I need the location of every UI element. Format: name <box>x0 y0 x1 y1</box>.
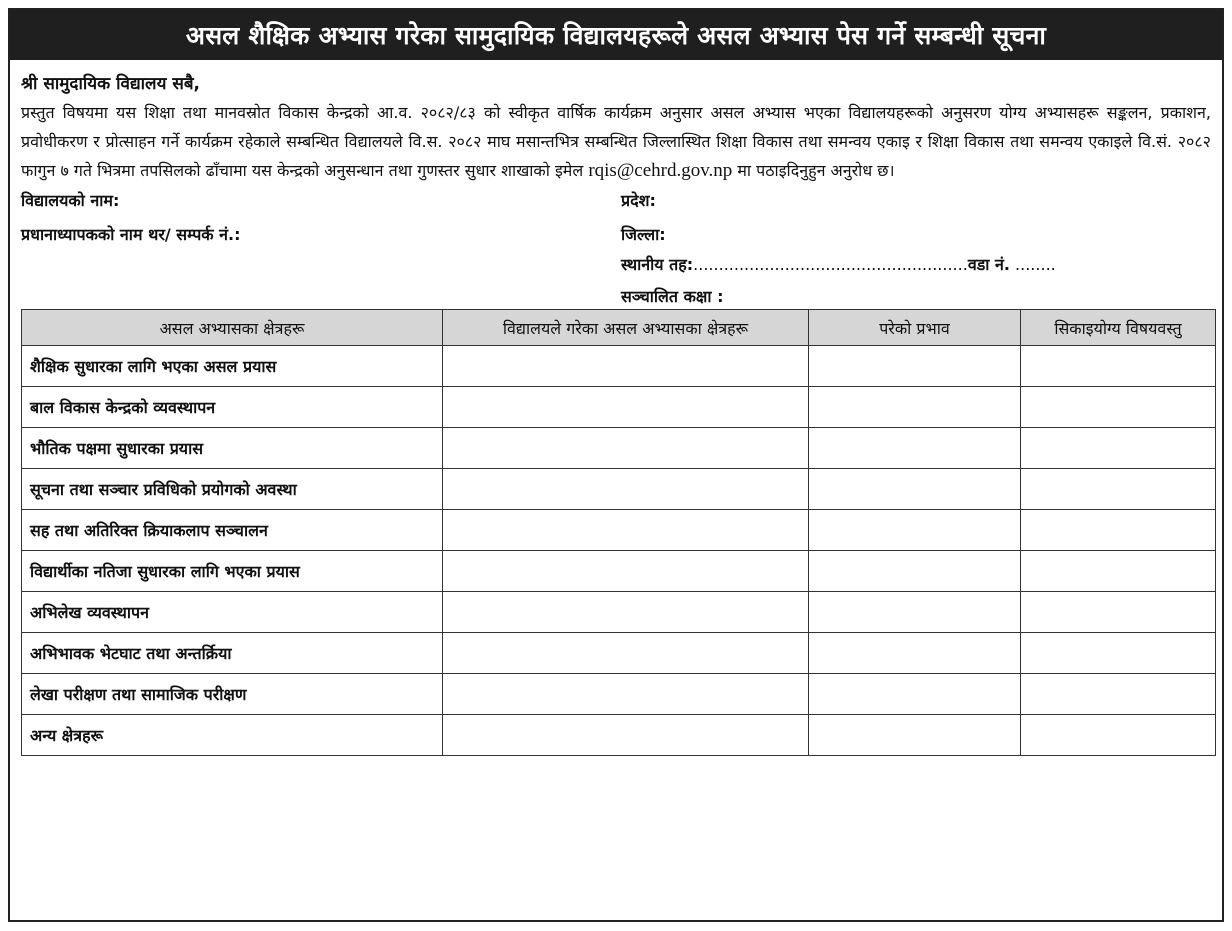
email-address[interactable]: rqis@cehrd.gov.np <box>588 160 733 181</box>
district-label: जिल्ला: <box>621 225 666 244</box>
impact-cell[interactable] <box>809 674 1021 715</box>
impact-cell[interactable] <box>809 510 1021 551</box>
notice-title-banner <box>10 10 1222 60</box>
learnable-content-cell[interactable] <box>1021 551 1216 592</box>
table-row <box>22 510 1216 551</box>
school-name-label: विद्यालयको नाम: <box>21 191 120 210</box>
impact-cell[interactable] <box>809 428 1021 469</box>
practice-area-label: अभिभावक भेटघाट तथा अन्तर्क्रिया <box>22 633 443 674</box>
learnable-content-cell[interactable] <box>1021 592 1216 633</box>
learnable-content-cell[interactable] <box>1021 346 1216 387</box>
school-practice-cell[interactable] <box>443 715 809 756</box>
headteacher-field <box>21 223 241 247</box>
province-field <box>621 189 656 213</box>
class-label: सञ्चालित कक्षा : <box>621 287 724 306</box>
header-practice-areas: असल अभ्यासका क्षेत्रहरू <box>22 310 443 346</box>
learnable-content-cell[interactable] <box>1021 633 1216 674</box>
school-name-field <box>21 189 119 213</box>
district-field <box>621 223 666 247</box>
school-practice-cell[interactable] <box>443 346 809 387</box>
learnable-content-cell[interactable] <box>1021 469 1216 510</box>
impact-cell[interactable] <box>809 469 1021 510</box>
table-row <box>22 428 1216 469</box>
practice-area-label: अभिलेख व्यवस्थापन <box>22 592 443 633</box>
practice-area-label: विद्यार्थीका नतिजा सुधारका लागि भएका प्रयास <box>22 551 443 592</box>
practice-area-label: भौतिक पक्षमा सुधारका प्रयास <box>22 428 443 469</box>
province-label: प्रदेश: <box>621 191 656 210</box>
school-practice-cell[interactable] <box>443 428 809 469</box>
notice-body <box>21 98 1211 185</box>
table-row <box>22 592 1216 633</box>
table-row <box>22 346 1216 387</box>
learnable-content-cell[interactable] <box>1021 387 1216 428</box>
impact-cell[interactable] <box>809 592 1021 633</box>
school-practice-cell[interactable] <box>443 510 809 551</box>
practice-area-label: लेखा परीक्षण तथा सामाजिक परीक्षण <box>22 674 443 715</box>
learnable-content-cell[interactable] <box>1021 715 1216 756</box>
practice-table <box>21 309 1216 756</box>
local-level-label: स्थानीय तह: <box>621 255 694 274</box>
form-fields <box>21 187 1211 305</box>
table-row <box>22 715 1216 756</box>
impact-cell[interactable] <box>809 633 1021 674</box>
header-school-practices: विद्यालयले गरेका असल अभ्यासका क्षेत्रहरू <box>443 310 809 346</box>
school-practice-cell[interactable] <box>443 551 809 592</box>
impact-cell[interactable] <box>809 715 1021 756</box>
notice-content <box>10 60 1222 756</box>
local-level-blank: ...................................................... <box>693 255 968 274</box>
practice-area-label: सूचना तथा सञ्चार प्रविधिको प्रयोगको अवस्था <box>22 469 443 510</box>
notice-title: असल शैक्षिक अभ्यास गरेका सामुदायिक विद्यालयहरूले असल अभ्यास पेस गर्ने सम्बन्धी सूचना <box>185 21 1047 50</box>
practice-area-label: शैक्षिक सुधारका लागि भएका असल प्रयास <box>22 346 443 387</box>
practice-area-label: अन्य क्षेत्रहरू <box>22 715 443 756</box>
table-row <box>22 674 1216 715</box>
practice-area-label: सह तथा अतिरिक्त क्रियाकलाप सञ्चालन <box>22 510 443 551</box>
school-practice-cell[interactable] <box>443 469 809 510</box>
header-learnable-content: सिकाइयोग्य विषयवस्तु <box>1021 310 1216 346</box>
table-row <box>22 633 1216 674</box>
notice-document <box>8 8 1224 922</box>
table-header-row <box>22 310 1216 346</box>
table-row <box>22 469 1216 510</box>
table-body <box>22 346 1216 756</box>
headteacher-label: प्रधानाध्यापकको नाम थर/ सम्पर्क नं.: <box>21 225 241 244</box>
impact-cell[interactable] <box>809 387 1021 428</box>
ward-blank: ........ <box>1015 255 1056 274</box>
school-practice-cell[interactable] <box>443 592 809 633</box>
notice-body-text: प्रस्तुत विषयमा यस शिक्षा तथा मानवस्रोत विकास केन्द्रको आ.व. २०८२/८३ को स्वीकृत वार्षिक कार्यक्रम अनुसार असल अभ्यास भएका विद्यालयहरूको अनुसरण योग्य अभ्यासहरू सङ्कलन, प्रकाशन, प्रवोधीकरण र प्रोत्साहन गर्ने कार्यक्रम रहेकाले सम्बन्धित विद्यालयले वि.स. २०८२ माघ मसान्तभित्र सम्बन्धित जिल्लास्थित शिक्षा विकास तथा समन्वय एकाइ र शिक्षा विकास तथा समन्वय एकाइले वि.सं. २०८२ फागुन ७ गते भित्रमा तपसिलको ढाँचामा यस केन्द्रको अनुसन्धान तथा गुणस्तर सुधार शाखाको इमेल <box>21 103 1211 180</box>
header-impact: परेको प्रभाव <box>809 310 1021 346</box>
salutation: श्री सामुदायिक विद्यालय सबै, <box>21 74 201 94</box>
learnable-content-cell[interactable] <box>1021 510 1216 551</box>
practice-table-wrapper <box>21 309 1211 756</box>
school-practice-cell[interactable] <box>443 674 809 715</box>
impact-cell[interactable] <box>809 346 1021 387</box>
ward-label: वडा नं. <box>967 255 1010 274</box>
impact-cell[interactable] <box>809 551 1021 592</box>
class-field <box>621 285 723 309</box>
practice-area-label: बाल विकास केन्द्रको व्यवस्थापन <box>22 387 443 428</box>
table-row <box>22 551 1216 592</box>
notice-closing-text: मा पठाइदिनुहुन अनुरोध छ। <box>732 161 895 180</box>
local-level-field <box>621 253 1056 277</box>
school-practice-cell[interactable] <box>443 633 809 674</box>
table-row <box>22 387 1216 428</box>
learnable-content-cell[interactable] <box>1021 674 1216 715</box>
learnable-content-cell[interactable] <box>1021 428 1216 469</box>
school-practice-cell[interactable] <box>443 387 809 428</box>
